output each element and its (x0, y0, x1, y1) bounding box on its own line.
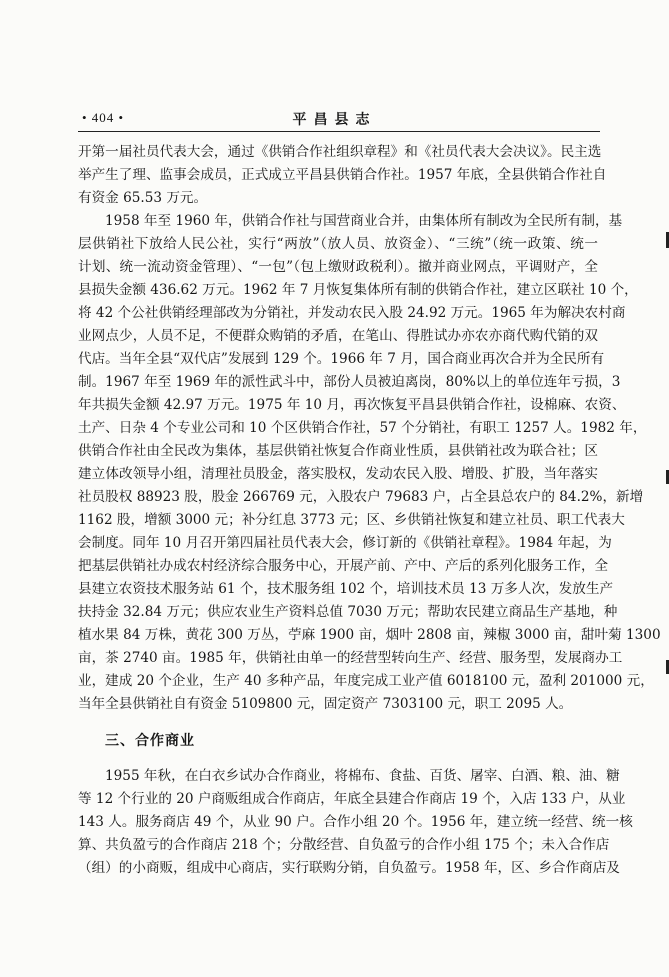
text-line: 会制度。同年 10 月召开第四届社员代表大会，修订新的《供销社章程》。1984 年起，为 (78, 535, 612, 551)
text-line: 建立体改领导小组，清理社员股金，落实股权，发动农民入股、增股、扩股，当年落实 (78, 466, 598, 482)
text-line: 土产、日杂 4 个专业公司和 10 个区供销合作社，57 个分销社，有职工 1257 人。1982 年， (78, 420, 647, 436)
text-line: 业网点少，人员不足，不便群众购销的矛盾，在笔山、得胜试办亦农亦商代购代销的双 (78, 328, 598, 344)
text-line: 143 人。服务商店 49 个，从业 90 户。合作小组 20 个。1956 年，建立统一经营、统一核 (78, 814, 633, 830)
text-line: 计划、统一流动资金管理）、“一包”（包上缴财政税利）。撤并商业网点，平调财产，全 (78, 259, 598, 275)
text-line: 有资金 65.53 万元。 (78, 190, 208, 206)
paragraph (78, 210, 661, 716)
section-heading: 三、合作商业 (105, 733, 195, 749)
page-number: • 404 • (82, 110, 125, 125)
text-line: 等 12 个行业的 20 户商贩组成合作商店，年底全县建合作商店 19 个，入店 133 户，从业 (78, 791, 626, 807)
text-line: 1162 股，增额 3000 元；补分红息 3773 元；区、乡供销社恢复和建立社员、职工代表大 (78, 512, 625, 528)
text-line: 县损失金额 436.62 万元。1962 年 7 月恢复集体所有制的供销合作社，建立区联社 10 个， (78, 282, 638, 298)
text-line: 亩，茶 2740 亩。1985 年，供销社由单一的经营型转向生产、经营、服务型，发展商办工 (78, 650, 623, 666)
text-line: 将 42 个公社供销经理部改为分销社，并发动农民入股 24.92 万元。1965 年为解决农村商 (78, 305, 626, 321)
paragraph (78, 141, 607, 210)
text-line: 供销合作社由全民改为集体，基层供销社恢复合作商业性质，县供销社改为联合社；区 (78, 443, 598, 459)
header-rule (78, 131, 600, 132)
text-line: 业，建成 20 个企业，生产 40 多种产品，年度完成工业产值 6018100 元，盈利 201000 元， (78, 673, 654, 689)
text-line: 当年全县供销社自有资金 5109800 元，固定资产 7303100 元，职工 2095 人。 (78, 696, 573, 712)
text-line: 1958 年至 1960 年，供销合作社与国营商业合并，由集体所有制改为全民所有制，基 (105, 213, 623, 229)
text-line: 植水果 84 万株，黄花 300 万丛，苧麻 1900 亩，烟叶 2808 亩，辣椒 3000 亩，甜叶菊 1300 (78, 627, 661, 643)
paragraph (78, 765, 633, 880)
text-line: 举产生了理、监事会成员，正式成立平昌县供销合作社。1957 年底，全县供销合作社自 (78, 167, 607, 183)
text-line: 1955 年秋，在白衣乡试办合作商业，将棉布、食盐、百货、屠宰、白酒、粮、油、糖 (105, 768, 620, 784)
text-line: 层供销社下放给人民公社，实行“两放”（放人员、放资金）、“三统”（统一政策、统一 (78, 236, 598, 252)
text-line: 县建立农资技术服务站 61 个，技术服务组 102 个，培训技术员 13 万多人次，发放生产 (78, 581, 614, 597)
text-line: 制。1967 年至 1969 年的派性武斗中，部份人员被迫离岗，80%以上的单位连年亏损，3 (78, 374, 621, 390)
text-line: 代店。当年全县“双代店”发展到 129 个。1966 年 7 月，国合商业再次合并为全民所有 (78, 351, 605, 367)
page-body (78, 141, 661, 880)
paragraphs-before-section (78, 141, 661, 716)
running-title: 平昌县志 (292, 112, 377, 128)
text-line: 社员股权 88923 股，股金 266769 元，入股农户 79683 户，占全县总农户的 84.2%，新增 (78, 489, 644, 505)
text-line: 把基层供销社办成农村经济综合服务中心，开展产前、产中、产后的系列化服务工作，全 (78, 558, 609, 574)
text-line: 年共损失金额 42.97 万元。1975 年 10 月，再次恢复平昌县供销合作社，设棉麻、农资、 (78, 397, 626, 413)
text-line: 开第一届社员代表大会，通过《供销合作社组织章程》和《社员代表大会决议》。民主选 (78, 144, 602, 160)
text-line: 算、共负盈亏的合作商店 218 个；分散经营、自负盈亏的合作小组 175 个；未入合作店 (78, 837, 610, 853)
text-line: （组）的小商贩，组成中心商店，实行联购分销，自负盈亏。1958 年，区、乡合作商店及 (78, 860, 620, 876)
text-line: 扶持金 32.84 万元；供应农业生产资料总值 7030 万元；帮助农民建立商品生产基地，种 (78, 604, 618, 620)
paragraphs-after-section (78, 765, 633, 880)
